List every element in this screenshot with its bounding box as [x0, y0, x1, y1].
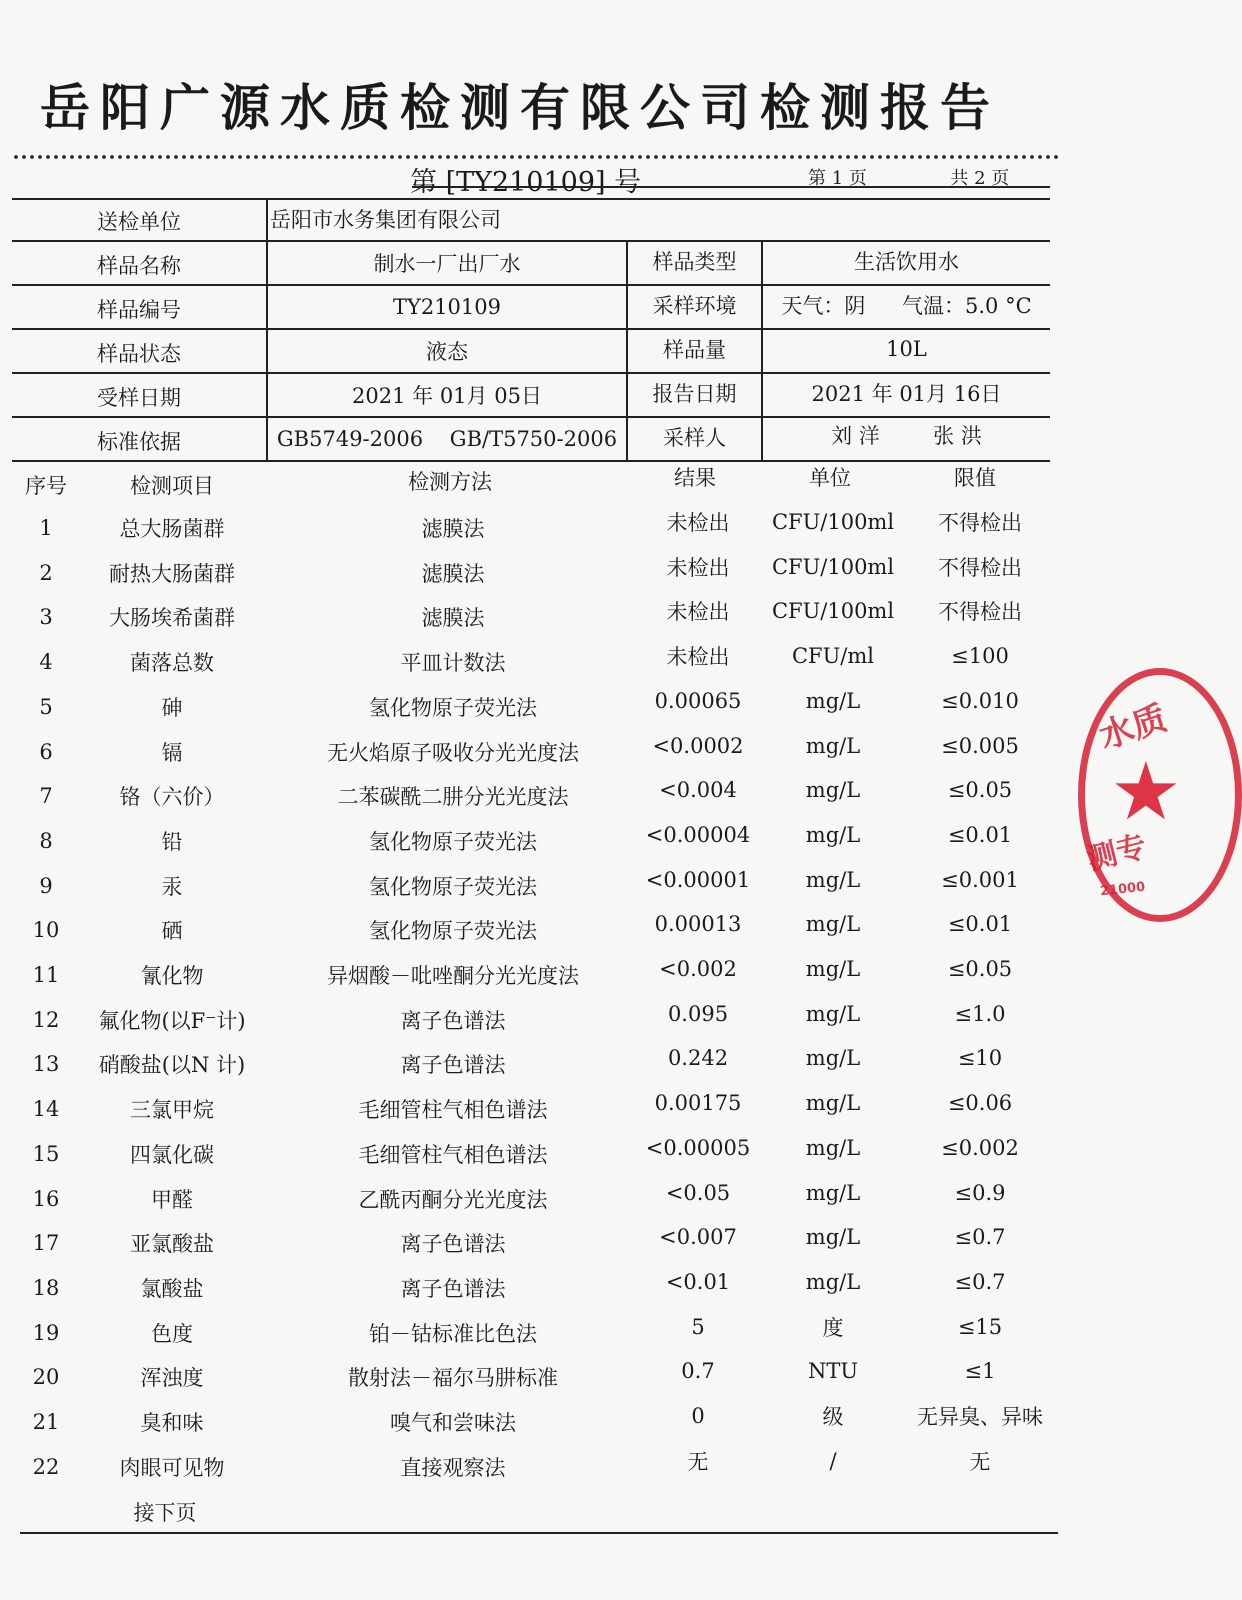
cell-unit: 度 — [822, 1315, 844, 1340]
col-header-unit: 单位 — [809, 466, 851, 490]
cell-unit: 级 — [822, 1405, 844, 1429]
cell-unit: mg/L — [805, 1001, 861, 1026]
cell-result: <0.00001 — [645, 867, 751, 892]
cell-item: 肉眼可见物 — [119, 1455, 225, 1480]
cell-item: 铬（六价） — [119, 785, 225, 810]
cell-method: 离子色谱法 — [400, 1232, 506, 1257]
cell-unit: NTU — [807, 1359, 859, 1384]
cell-method: 滤膜法 — [421, 517, 485, 541]
table-row — [0, 1132, 1100, 1176]
sample-no-label: 样品编号 — [97, 298, 181, 322]
cell-result: 0.095 — [667, 1001, 729, 1026]
cell-item: 菌落总数 — [130, 651, 214, 676]
col-header-method: 检测方法 — [408, 470, 492, 494]
cell-result: <0.007 — [659, 1225, 737, 1250]
table-row — [0, 1266, 1100, 1310]
cell-no: 12 — [32, 1007, 60, 1032]
table-row — [0, 1221, 1100, 1265]
cell-unit: mg/L — [805, 778, 861, 803]
cell-method: 离子色谱法 — [400, 1276, 506, 1301]
state-value: 液态 — [426, 340, 468, 364]
table-row — [0, 506, 1100, 550]
seal-text-mid: 测专 — [1083, 829, 1151, 878]
cell-no: 6 — [39, 739, 53, 764]
cell-method: 异烟酸－吡唑酮分光光度法 — [327, 964, 579, 988]
cell-limit: ≤0.7 — [954, 1225, 1006, 1250]
table-row — [0, 551, 1100, 595]
cell-no: 1 — [39, 516, 53, 540]
table-row — [0, 595, 1100, 639]
cell-result: <0.00005 — [645, 1135, 751, 1160]
cell-no: 10 — [32, 918, 60, 943]
cell-no: 19 — [32, 1320, 60, 1345]
cell-method: 乙酰丙酮分光光度法 — [358, 1187, 548, 1212]
report-title: 岳阳广源水质检测有限公司检测报告 — [40, 79, 1000, 137]
table-row — [0, 1177, 1100, 1221]
col-header-result: 结果 — [674, 466, 716, 490]
cell-result: <0.002 — [659, 957, 737, 981]
sampler-value: 刘 洋 张 洪 — [831, 424, 982, 448]
cell-result: 无 — [687, 1449, 709, 1474]
cell-limit: ≤0.002 — [941, 1135, 1019, 1160]
cell-item: 硝酸盐(以N 计) — [98, 1053, 246, 1078]
cell-no: 21 — [32, 1410, 60, 1434]
cell-item: 耐热大肠菌群 — [109, 561, 235, 586]
cell-result: <0.0002 — [652, 733, 744, 758]
cell-no: 13 — [32, 1052, 60, 1077]
star-icon: ★ — [1110, 745, 1182, 838]
page-current: 第 1 页 — [808, 168, 867, 189]
table-row — [0, 1400, 1100, 1444]
cell-item: 三氯甲烷 — [130, 1098, 214, 1123]
cell-unit: mg/L — [805, 867, 861, 892]
seal-text-code: 21000 — [1099, 879, 1146, 900]
cell-limit: ≤0.01 — [947, 912, 1013, 937]
sample-type-value: 生活饮用水 — [854, 250, 959, 274]
cell-result: 5 — [691, 1314, 705, 1339]
cell-unit: CFU/100ml — [771, 554, 895, 579]
cell-item: 色度 — [151, 1321, 193, 1346]
cell-unit: CFU/100ml — [771, 510, 895, 534]
cell-method: 嗅气和尝味法 — [390, 1411, 516, 1435]
cell-result: 0.7 — [681, 1359, 715, 1384]
cell-limit: 不得检出 — [938, 511, 1022, 535]
standard-value: GB5749-2006 GB/T5750-2006 — [276, 427, 618, 451]
cell-limit: ≤100 — [951, 644, 1009, 669]
cell-limit: ≤0.001 — [941, 867, 1019, 892]
cell-unit: mg/L — [805, 1269, 861, 1294]
cell-result: 未检出 — [666, 511, 730, 535]
cell-unit: mg/L — [805, 688, 861, 713]
cell-unit: mg/L — [805, 912, 861, 937]
cell-result: 0.00065 — [654, 688, 742, 713]
receive-date-label: 受样日期 — [97, 386, 181, 410]
cell-item: 汞 — [161, 874, 183, 899]
cell-result: 0.00013 — [654, 912, 742, 937]
cell-item: 氰化物 — [140, 964, 204, 988]
cell-result: <0.00004 — [645, 822, 751, 847]
standard-label: 标准依据 — [97, 430, 181, 454]
table-row — [0, 819, 1100, 863]
table-row — [0, 1311, 1100, 1355]
cell-unit: CFU/ml — [791, 644, 875, 669]
cell-item: 总大肠菌群 — [119, 517, 225, 541]
report-date-label: 报告日期 — [652, 382, 737, 406]
continued-note: 接下页 — [133, 1501, 197, 1525]
cell-limit: 不得检出 — [938, 600, 1022, 625]
quantity-label: 样品量 — [663, 338, 726, 362]
cell-method: 散射法－福尔马肼标准 — [348, 1366, 558, 1391]
cell-unit: CFU/100ml — [771, 599, 895, 624]
submitter-label: 送检单位 — [97, 210, 181, 234]
sample-no-value: TY210109 — [392, 295, 502, 319]
cell-item: 硒 — [161, 919, 183, 944]
cell-method: 氢化物原子荧光法 — [369, 919, 537, 944]
col-header-item: 检测项目 — [130, 474, 214, 498]
cell-method: 直接观察法 — [400, 1455, 506, 1480]
col-header-no: 序号 — [25, 474, 67, 498]
cell-limit: ≤0.010 — [941, 688, 1019, 713]
cell-item: 镉 — [161, 740, 183, 765]
cell-limit: ≤0.01 — [947, 822, 1013, 847]
cell-item: 甲醛 — [151, 1187, 193, 1212]
cell-item: 砷 — [161, 695, 183, 720]
rule — [412, 186, 1050, 188]
cell-result: 未检出 — [666, 645, 730, 670]
cell-limit: ≤10 — [957, 1046, 1003, 1071]
cell-no: 3 — [39, 605, 53, 630]
cell-item: 氟化物(以F⁻计) — [98, 1008, 246, 1033]
submitter-value: 岳阳市水务集团有限公司 — [270, 208, 501, 232]
page-total: 共 2 页 — [950, 168, 1010, 189]
cell-result: <0.05 — [665, 1180, 731, 1205]
cell-no: 17 — [32, 1231, 60, 1256]
sample-name-value: 制水一厂出厂水 — [373, 252, 521, 276]
report-date-value: 2021 年 01月 16日 — [811, 382, 1002, 406]
cell-result: <0.01 — [665, 1269, 731, 1294]
cell-method: 铂－钴标准比色法 — [369, 1321, 537, 1346]
cell-result: 未检出 — [666, 555, 730, 580]
state-label: 样品状态 — [97, 342, 181, 366]
table-row — [0, 953, 1100, 997]
official-seal — [1078, 660, 1182, 920]
sample-type-label: 样品类型 — [652, 250, 737, 274]
cell-limit: ≤1.0 — [954, 1001, 1006, 1026]
bottom-rule — [20, 1532, 1058, 1534]
cell-no: 16 — [32, 1186, 60, 1211]
table-row — [0, 1355, 1100, 1399]
cell-no: 14 — [32, 1097, 60, 1122]
cell-limit: ≤0.9 — [954, 1180, 1006, 1205]
env-temp: 气温：5.0 °C — [902, 294, 1032, 318]
cell-limit: ≤0.005 — [941, 733, 1019, 758]
cell-no: 18 — [32, 1275, 60, 1300]
cell-item: 氯酸盐 — [140, 1276, 204, 1301]
seal-text-top: 水质 — [1094, 698, 1172, 758]
table-row — [0, 1087, 1100, 1131]
cell-no: 11 — [32, 963, 60, 987]
cell-method: 离子色谱法 — [400, 1053, 506, 1078]
cell-method: 离子色谱法 — [400, 1008, 506, 1033]
cell-unit: mg/L — [805, 1135, 861, 1160]
cell-unit: mg/L — [805, 1046, 861, 1071]
cell-no: 8 — [39, 828, 53, 853]
cell-unit: mg/L — [805, 733, 861, 758]
cell-limit: ≤1 — [964, 1359, 996, 1384]
cell-method: 滤膜法 — [421, 606, 485, 631]
cell-unit: mg/L — [805, 957, 861, 981]
cell-result: 0.00175 — [654, 1091, 742, 1116]
cell-no: 22 — [32, 1454, 60, 1479]
cell-unit: mg/L — [805, 822, 861, 847]
cell-no: 4 — [39, 650, 53, 675]
quantity-value: 10L — [886, 337, 927, 361]
col-header-limit: 限值 — [954, 466, 996, 490]
cell-item: 铅 — [161, 829, 183, 854]
cell-limit: ≤0.7 — [954, 1269, 1006, 1294]
cell-result: 0 — [691, 1404, 705, 1428]
cell-limit: 无 — [969, 1449, 991, 1474]
env-weather: 天气：阴 — [781, 294, 866, 318]
cell-no: 2 — [39, 560, 53, 585]
cell-limit: ≤15 — [957, 1314, 1003, 1339]
cell-limit: ≤0.05 — [947, 778, 1013, 803]
cell-no: 20 — [32, 1365, 60, 1390]
cell-result: 未检出 — [666, 600, 730, 625]
cell-method: 氢化物原子荧光法 — [369, 695, 537, 720]
cell-item: 臭和味 — [140, 1411, 204, 1435]
env-value — [763, 284, 1050, 326]
cell-item: 浑浊度 — [140, 1366, 204, 1391]
cell-no: 9 — [39, 873, 53, 898]
cell-method: 毛细管柱气相色谱法 — [358, 1142, 548, 1167]
cell-no: 7 — [39, 784, 53, 809]
table-row — [0, 730, 1100, 774]
cell-item: 亚氯酸盐 — [130, 1232, 214, 1257]
table-row — [0, 998, 1100, 1042]
sample-name-label: 样品名称 — [97, 254, 181, 278]
cell-limit: 不得检出 — [938, 555, 1022, 580]
cell-method: 平皿计数法 — [400, 651, 506, 676]
cell-method: 毛细管柱气相色谱法 — [358, 1098, 548, 1123]
sampler-label: 采样人 — [663, 426, 726, 450]
receive-date-value: 2021 年 01月 05日 — [352, 384, 542, 408]
cell-unit: mg/L — [805, 1180, 861, 1205]
table-row — [0, 774, 1100, 818]
cell-item: 大肠埃希菌群 — [109, 606, 235, 631]
table-row — [0, 1042, 1100, 1086]
table-row — [0, 640, 1100, 684]
cell-method: 滤膜法 — [421, 561, 485, 586]
cell-limit: ≤0.06 — [947, 1091, 1013, 1116]
cell-limit: ≤0.05 — [947, 957, 1013, 981]
cell-unit: mg/L — [805, 1225, 861, 1250]
env-label: 采样环境 — [652, 294, 737, 318]
table-row — [0, 908, 1100, 952]
table-row — [0, 685, 1100, 729]
cell-unit: / — [829, 1448, 837, 1473]
cell-result: 0.242 — [667, 1046, 729, 1071]
cell-method: 二苯碳酰二肼分光光度法 — [337, 785, 569, 810]
cell-unit: mg/L — [805, 1091, 861, 1116]
report-number: 第 [TY210109] 号 — [410, 167, 642, 198]
cell-method: 无火焰原子吸收分光光度法 — [327, 740, 579, 765]
table-row — [0, 1445, 1100, 1489]
cell-limit: 无异臭、异味 — [917, 1405, 1043, 1429]
cell-result: <0.004 — [659, 778, 737, 803]
cell-no: 5 — [39, 694, 53, 719]
cell-method: 氢化物原子荧光法 — [369, 829, 537, 854]
cell-no: 15 — [32, 1141, 60, 1166]
cell-method: 氢化物原子荧光法 — [369, 874, 537, 899]
table-row — [0, 864, 1100, 908]
cell-item: 四氯化碳 — [130, 1142, 214, 1167]
